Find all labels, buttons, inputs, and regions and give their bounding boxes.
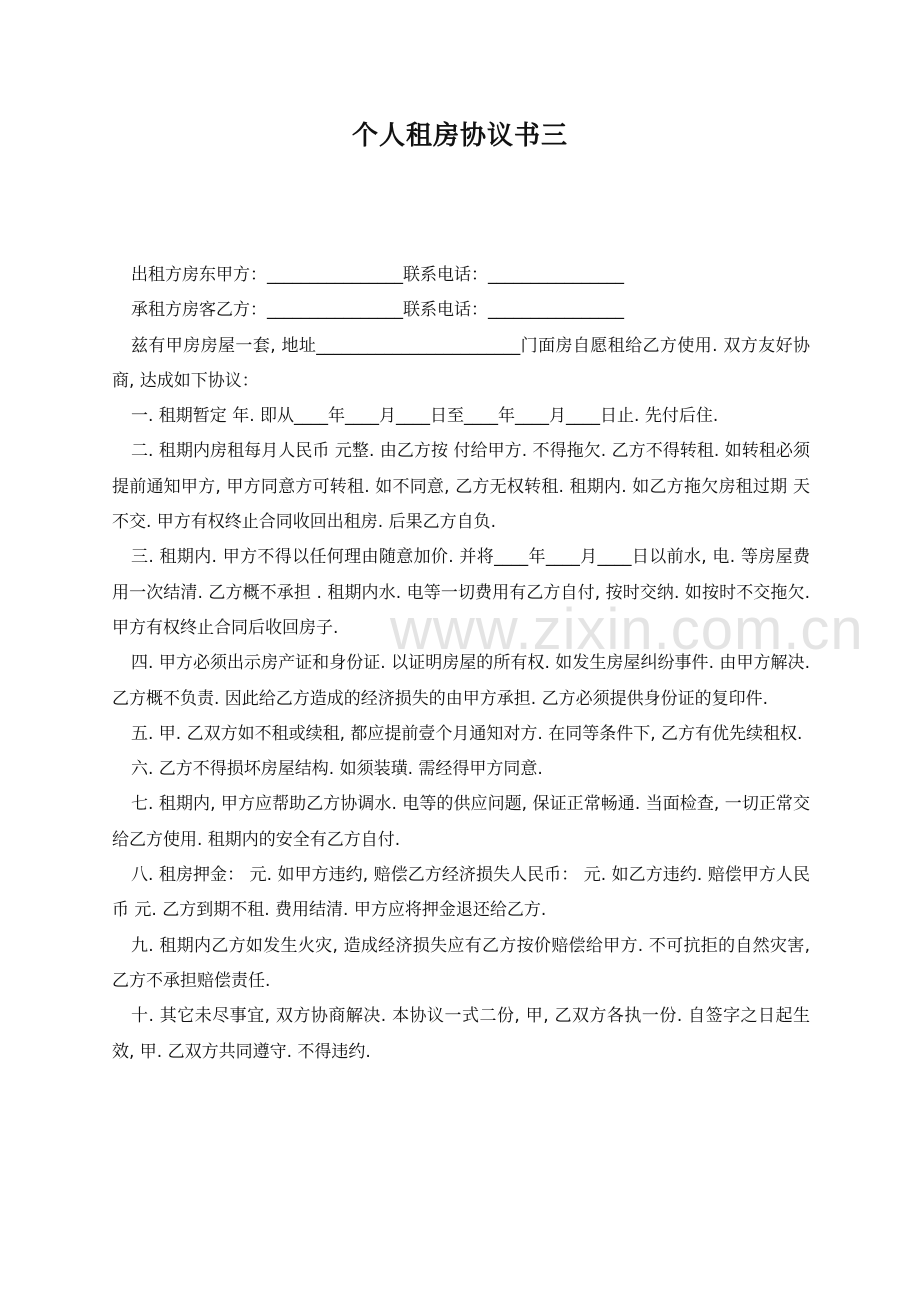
document-title: 个人租房协议书三 — [351, 121, 568, 151]
clause-10: 十. 其它未尽事宜, 双方协商解决. 本协议一式二份, 甲, 乙双方各执一份. 自签字之日起生效, 甲. 乙双方共同遵守. 不得违约. — [112, 1006, 810, 1062]
paragraph-landlord: 出租方房东甲方：________________联系电话：________________ — [131, 265, 624, 285]
paragraph-intro: 兹有甲房房屋一套, 地址________________________门面房自愿租给乙方使用. 双方友好协商, 达成如下协议： — [112, 335, 810, 391]
paragraph-tenant: 承租方房客乙方：________________联系电话：________________ — [131, 300, 624, 321]
clause-4: 四. 甲方必须出示房产证和身份证. 以证明房屋的所有权. 如发生房屋纠纷事件. 由甲方解决. 乙方概不负责. 因此给乙方造成的经济损失的由甲方承担. 乙方必须提供身份证的复印件. — [112, 653, 810, 709]
clause-9: 九. 租期内乙方如发生火灾, 造成经济损失应有乙方按价赔偿给甲方. 不可抗拒的自然灾害, 乙方不承担赔偿责任. — [112, 935, 810, 991]
clause-8: 八. 租房押金： 元. 如甲方违约, 赔偿乙方经济损失人民币： 元. 如乙方违约. 赔偿甲方人民币 元. 乙方到期不租. 费用结清. 甲方应将押金退还给乙方. — [112, 865, 810, 921]
clause-6: 六. 乙方不得损坏房屋结构. 如须装璜. 需经得甲方同意. — [131, 759, 543, 780]
clause-1: 一. 租期暂定 年. 即从____年____月____日至____年____月____日止. 先付后住. — [131, 406, 719, 427]
clause-7: 七. 租期内, 甲方应帮助乙方协调水. 电等的供应问题, 保证正常畅通. 当面检查, 一切正常交给乙方使用. 租期内的安全有乙方自付. — [112, 794, 810, 850]
watermark: www.zixin.com.cn — [390, 597, 864, 662]
clause-2: 二. 租期内房租每月人民币 元整. 由乙方按 付给甲方. 不得拖欠. 乙方不得转租. 如转租必须提前通知甲方, 甲方同意方可转租. 如不同意, 乙方无权转租. 租期内. 如乙方拖欠房租过期 天不交. 甲方有权终止合同收回出租房. 后果乙方自负. — [112, 441, 810, 533]
clause-5: 五. 甲. 乙双方如不租或续租, 都应提前壹个月通知对方. 在同等条件下, 乙方有优先续租权. — [131, 723, 803, 744]
clause-3: 三. 租期内. 甲方不得以任何理由随意加价. 并将____年____月____日以前水, 电. 等房屋费用一次结清. 乙方概不承担 . 租期内水. 电等一切费用有乙方自付, 按时交纳. 如按时不交拖欠. 甲方有权终止合同后收回房子. — [112, 547, 810, 638]
document-body — [112, 258, 810, 1070]
